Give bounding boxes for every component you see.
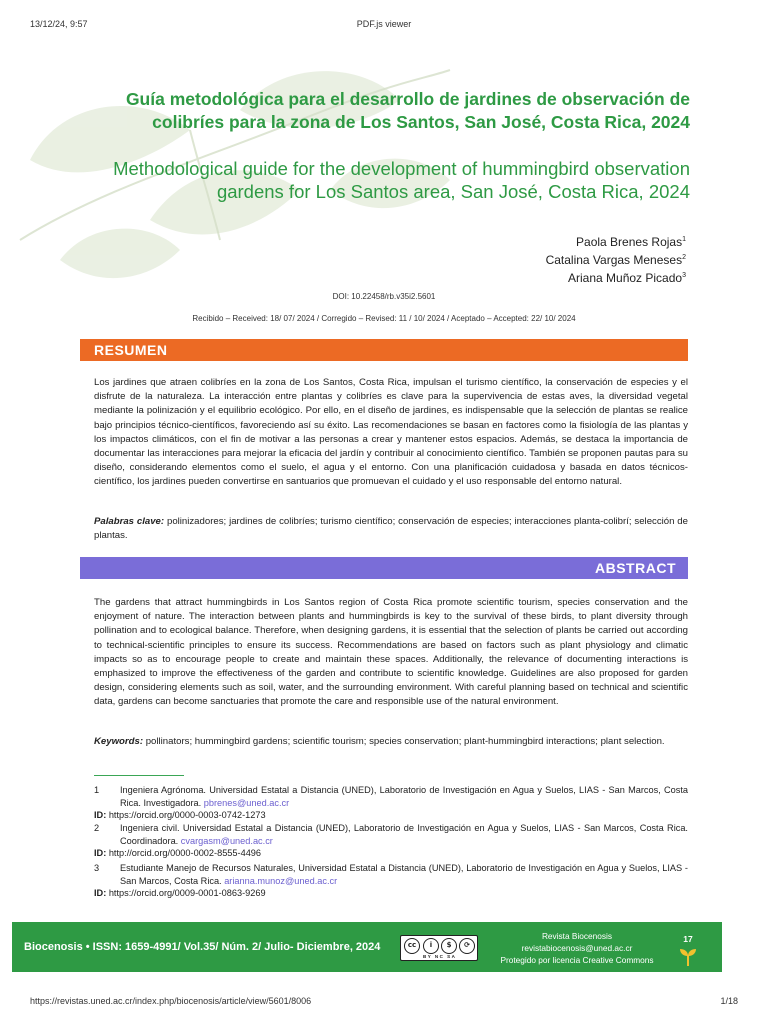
keywords-label: Keywords: bbox=[94, 736, 144, 747]
resumen-heading: RESUMEN bbox=[80, 339, 688, 361]
print-datetime: 13/12/24, 9:57 bbox=[30, 19, 88, 29]
browser-header bbox=[0, 0, 768, 29]
email-link[interactable]: arianna.munoz@uned.ac.cr bbox=[224, 875, 338, 886]
doi[interactable]: DOI: 10.22458/rb.v35i2.5601 bbox=[332, 292, 436, 301]
footnote: 3 Estudiante Manejo de Recursos Naturales, Universidad Estatal a Distancia (UNED), Laboratorio de Investigación en Agua y Suelos, LIAS - San Marcos, Costa Rica. arianna.munoz@uned.ac.cr ID: https://orcid.org/0009-0001-0863-9269 bbox=[94, 863, 688, 899]
browser-footer bbox=[0, 996, 768, 1012]
orcid-id[interactable]: ID: https://orcid.org/0009-0001-0863-9269 bbox=[94, 888, 266, 899]
nc-icon: $ bbox=[441, 938, 457, 954]
author-item: Paola Brenes Rojas$^1$ bbox=[576, 235, 686, 249]
page-number: 17 bbox=[683, 934, 693, 944]
keywords-list: polinizadores; jardines de colibríes; turismo científico; conservación de especies; interacciones planta-colibrí; selección de plantas. bbox=[94, 516, 688, 542]
abstract-text: The gardens that attract hummingbirds in Los Santos region of Costa Rica promote scientific tourism, species conservation and the enjoyment of nature. The interaction between plants and hummingbirds is key to the survival of these birds, to plant diversity through pollination and to ecological balance. Therefore, when designing gardens, it is essential that the selection of plants be carried out according to technical-scientific principles to ensure its success. Recommendations are based on factors such as plant physiology and climatic impacts so as to encourage people to create and maintain these spaces. Additionally, the relevance of documenting interactions is emphasized to improve the effectiveness of the garden and contribute to scientific knowledge. Guidelines are also proposed for garden design, considering elements such as soil, water, and the surrounding environment. With careful planning based on technical and scientific data, gardens can become sanctuaries that promote the care and responsible use of the natural environment. bbox=[94, 597, 688, 708]
cc-icon: cc bbox=[404, 938, 420, 954]
email-link[interactable]: cvargasm@uned.ac.cr bbox=[180, 835, 273, 846]
footnote-number: 1 bbox=[94, 785, 100, 795]
journal-info: Revista Biocenosis revistabiocenosis@uned.ac.cr Protegido por licencia Creative Commons bbox=[492, 930, 662, 966]
keywords-label: Palabras clave: bbox=[94, 516, 165, 527]
orcid-id[interactable]: ID: http://orcid.org/0000-0002-8555-4496 bbox=[94, 848, 262, 859]
creative-commons-badge[interactable] bbox=[400, 935, 478, 961]
sprout-icon bbox=[678, 946, 698, 966]
journal-footer bbox=[12, 922, 722, 972]
submission-dates: Recibido – Received: 18/ 07/ 2024 / Corregido – Revised: 11 / 10/ 2024 / Aceptado – Accepted: 22/ 10/ 2024 bbox=[192, 314, 576, 323]
keywords bbox=[94, 735, 688, 749]
abstract-heading: ABSTRACT bbox=[80, 557, 688, 579]
by-icon: i bbox=[423, 938, 439, 954]
footnote: 1 Ingeniera Agrónoma. Universidad Estatal a Distancia (UNED), Laboratorio de Investigación en Agua y Suelos, LIAS - San Marcos, Costa Rica. Investigadora. pbrenes@uned.ac.cr ID: https://orcid.org/0000-0003-0742-1273 bbox=[94, 785, 688, 821]
cc-license-labels: BY NC SA bbox=[423, 954, 457, 959]
window-title: PDF.js viewer bbox=[356, 19, 412, 29]
page-url[interactable]: https://revistas.uned.ac.cr/index.php/biocenosis/article/view/5601/8006 bbox=[30, 996, 312, 1006]
orcid-id[interactable]: ID: https://orcid.org/0000-0003-0742-1273 bbox=[94, 810, 266, 821]
journal-citation: Biocenosis • ISSN: 1659-4991/ Vol.35/ Núm. 2/ Julio- Diciembre, 2024 bbox=[24, 941, 381, 953]
footnote-number: 2 bbox=[94, 823, 100, 833]
author-item: Catalina Vargas Meneses$^2$ bbox=[545, 253, 686, 267]
author-item: Ariana Muñoz Picado$^3$ bbox=[568, 271, 686, 285]
footnote: 2 Ingeniera civil. Universidad Estatal a Distancia (UNED), Laboratorio de Investigación en Agua y Suelos, LIAS - San Marcos, Costa Rica. Coordinadora. cvargasm@uned.ac.cr ID: http://orcid.org/0000-0002-8555-4496 bbox=[94, 823, 688, 859]
keywords-list: pollinators; hummingbird gardens; scientific tourism; species conservation; plant-hummingbird interactions; plant selection. bbox=[145, 736, 665, 747]
footnote-divider bbox=[94, 775, 184, 776]
email-link[interactable]: pbrenes@uned.ac.cr bbox=[203, 797, 290, 808]
page-indicator: 1/18 bbox=[720, 996, 738, 1006]
footnote-number: 3 bbox=[94, 863, 100, 873]
sa-icon: ⟳ bbox=[459, 938, 475, 954]
author-list bbox=[546, 233, 686, 287]
title-english: Methodological guide for the development of hummingbird observation gardens for Los Santos area, San José, Costa Rica, 2024 bbox=[113, 158, 690, 202]
journal-email[interactable]: revistabiocenosis@uned.ac.cr bbox=[521, 943, 633, 953]
title-spanish: Guía metodológica para el desarrollo de jardines de observación de colibríes para la zona de Los Santos, San José, Costa Rica, 2024 bbox=[125, 89, 690, 132]
resumen-text: Los jardines que atraen colibríes en la zona de Los Santos, Costa Rica, impulsan el turismo científico, la conservación de especies y el disfrute de la naturaleza. La interacción entre plantas y colibríes es clave para la supervivencia de estas aves, la diversidad vegetal mediante la polinización y el equilibrio ecológico. Por ello, en el diseño de jardines, es indispensable que la selección de plantas se realice bajo principios técnico-científicos, favoreciendo así su éxito. Las recomendaciones se basan en factores como la fisiología de las plantas y los impactos climáticos, con el fin de motivar a las personas a crear y mantener estos espacios. Además, se destaca la importancia de documentar las interacciones para mejorar la eficacia del jardín y contribuir al conocimiento científico. También se proponen pautas para su diseño, considerando elementos como el suelo, el agua y el entorno. Con una planificación cuidadosa y basada en datos técnicos-científico, los jardines pueden convertirse en santuarios que promuevan el cuidado y el uso responsable del entorno natural. bbox=[94, 377, 688, 488]
palabras-clave bbox=[94, 515, 688, 543]
